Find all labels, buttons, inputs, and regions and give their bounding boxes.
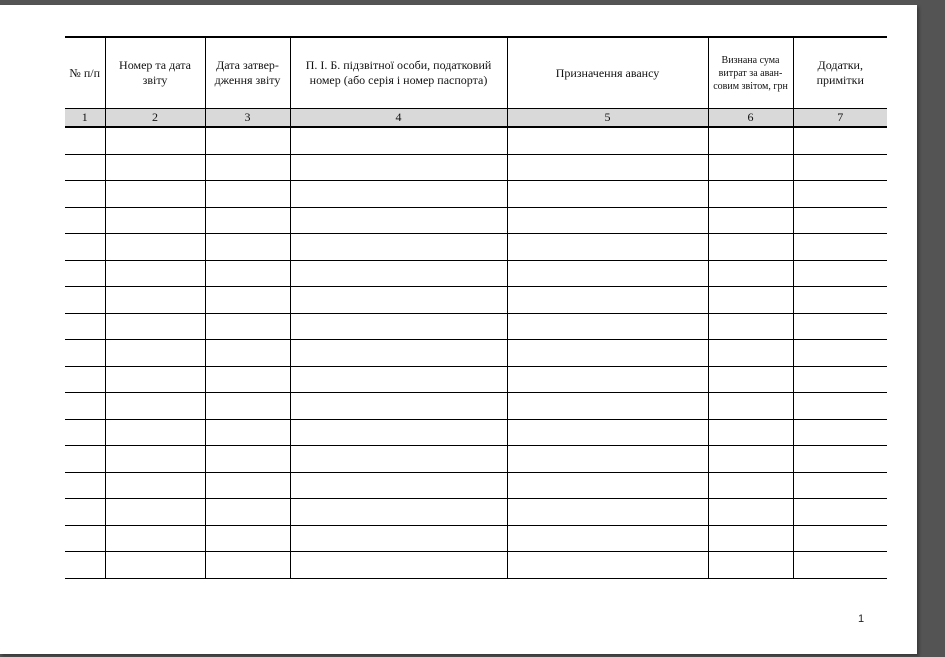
column-number: 2 bbox=[105, 109, 205, 128]
table-cell bbox=[290, 340, 507, 367]
table-cell bbox=[205, 154, 290, 181]
table-cell bbox=[205, 313, 290, 340]
column-number: 1 bbox=[65, 109, 105, 128]
table-cell bbox=[290, 127, 507, 154]
table-cell bbox=[507, 552, 708, 579]
table-cell bbox=[65, 340, 105, 367]
table-cell bbox=[205, 446, 290, 473]
table-cell bbox=[708, 287, 793, 314]
table-cell bbox=[105, 552, 205, 579]
table-cell bbox=[290, 525, 507, 552]
table-cell bbox=[290, 499, 507, 526]
table-cell bbox=[105, 181, 205, 208]
table-cell bbox=[65, 525, 105, 552]
table-cell bbox=[793, 340, 887, 367]
table-cell bbox=[65, 207, 105, 234]
table-row bbox=[65, 260, 887, 287]
table-cell bbox=[105, 234, 205, 261]
table-cell bbox=[793, 419, 887, 446]
table-cell bbox=[105, 313, 205, 340]
table-cell bbox=[290, 472, 507, 499]
table-row bbox=[65, 366, 887, 393]
table-cell bbox=[507, 181, 708, 208]
table-cell bbox=[65, 181, 105, 208]
table-cell bbox=[793, 260, 887, 287]
table-cell bbox=[205, 525, 290, 552]
table-cell bbox=[290, 393, 507, 420]
table-row bbox=[65, 446, 887, 473]
table-cell bbox=[507, 287, 708, 314]
table-body bbox=[65, 127, 887, 578]
table-cell bbox=[708, 127, 793, 154]
table-row bbox=[65, 154, 887, 181]
table-cell bbox=[105, 287, 205, 314]
table-row bbox=[65, 419, 887, 446]
table-cell bbox=[507, 499, 708, 526]
table-cell bbox=[507, 366, 708, 393]
table-cell bbox=[793, 366, 887, 393]
table-cell bbox=[708, 234, 793, 261]
table-cell bbox=[708, 446, 793, 473]
table-cell bbox=[205, 181, 290, 208]
table-row bbox=[65, 499, 887, 526]
table-cell bbox=[105, 419, 205, 446]
header-cell-report-number-date: Номер та дата звіту bbox=[105, 37, 205, 109]
table-cell bbox=[708, 366, 793, 393]
table-cell bbox=[205, 207, 290, 234]
table-cell bbox=[708, 419, 793, 446]
table-row bbox=[65, 472, 887, 499]
table-cell bbox=[105, 366, 205, 393]
table-cell bbox=[793, 154, 887, 181]
table-cell bbox=[290, 181, 507, 208]
header-cell-approval-date: Дата затвер-дження звіту bbox=[205, 37, 290, 109]
table-cell bbox=[205, 419, 290, 446]
column-number: 4 bbox=[290, 109, 507, 128]
table-cell bbox=[793, 499, 887, 526]
table-row bbox=[65, 313, 887, 340]
table-cell bbox=[205, 499, 290, 526]
column-number: 7 bbox=[793, 109, 887, 128]
table-cell bbox=[507, 127, 708, 154]
advance-report-register-table bbox=[65, 36, 887, 579]
table-cell bbox=[65, 260, 105, 287]
table-cell bbox=[105, 472, 205, 499]
table-cell bbox=[793, 181, 887, 208]
table-cell bbox=[205, 234, 290, 261]
table-cell bbox=[290, 207, 507, 234]
table-cell bbox=[507, 340, 708, 367]
table-cell bbox=[793, 313, 887, 340]
table-cell bbox=[65, 234, 105, 261]
table-cell bbox=[290, 260, 507, 287]
header-cell-recognized-amount: Визнана сума витрат за аван-совим звітом, грн bbox=[708, 37, 793, 109]
table-cell bbox=[105, 260, 205, 287]
table-cell bbox=[205, 260, 290, 287]
table-row bbox=[65, 525, 887, 552]
table-cell bbox=[793, 552, 887, 579]
column-number: 5 bbox=[507, 109, 708, 128]
table-cell bbox=[793, 234, 887, 261]
table-cell bbox=[105, 340, 205, 367]
table-cell bbox=[290, 552, 507, 579]
table-cell bbox=[793, 472, 887, 499]
table-row bbox=[65, 393, 887, 420]
table-cell bbox=[205, 393, 290, 420]
table-row bbox=[65, 340, 887, 367]
table-cell bbox=[708, 181, 793, 208]
table-cell bbox=[65, 313, 105, 340]
table-cell bbox=[290, 366, 507, 393]
table-row bbox=[65, 181, 887, 208]
table-cell bbox=[708, 525, 793, 552]
table-row bbox=[65, 552, 887, 579]
column-number: 6 bbox=[708, 109, 793, 128]
table-row bbox=[65, 234, 887, 261]
table-cell bbox=[205, 127, 290, 154]
table-cell bbox=[507, 154, 708, 181]
table-cell bbox=[65, 499, 105, 526]
table-cell bbox=[507, 446, 708, 473]
header-cell-advance-purpose: Призначення авансу bbox=[507, 37, 708, 109]
table-cell bbox=[507, 472, 708, 499]
header-cell-accountable-person: П. І. Б. підзвітної особи, податковий номер (або серія і номер паспорта) bbox=[290, 37, 507, 109]
header-cell-number: № п/п bbox=[65, 37, 105, 109]
table-cell bbox=[708, 340, 793, 367]
table-cell bbox=[105, 393, 205, 420]
table-cell bbox=[65, 472, 105, 499]
table-cell bbox=[105, 446, 205, 473]
table-cell bbox=[708, 552, 793, 579]
table-cell bbox=[205, 287, 290, 314]
table-cell bbox=[708, 260, 793, 287]
table-cell bbox=[65, 366, 105, 393]
table-cell bbox=[708, 393, 793, 420]
table-cell bbox=[290, 154, 507, 181]
table-cell bbox=[708, 207, 793, 234]
page-number: 1 bbox=[858, 613, 865, 625]
table-cell bbox=[65, 446, 105, 473]
table-cell bbox=[105, 127, 205, 154]
table-cell bbox=[65, 287, 105, 314]
table-cell bbox=[65, 154, 105, 181]
table-cell bbox=[708, 499, 793, 526]
table-cell bbox=[507, 207, 708, 234]
table-cell bbox=[507, 260, 708, 287]
table-cell bbox=[793, 207, 887, 234]
table-cell bbox=[205, 340, 290, 367]
table-cell bbox=[507, 525, 708, 552]
table-cell bbox=[290, 446, 507, 473]
table-cell bbox=[105, 499, 205, 526]
table-row bbox=[65, 127, 887, 154]
table-cell bbox=[65, 419, 105, 446]
table-cell bbox=[65, 393, 105, 420]
table-cell bbox=[708, 154, 793, 181]
table-cell bbox=[105, 207, 205, 234]
column-numbers-row bbox=[65, 109, 887, 128]
table-cell bbox=[205, 472, 290, 499]
table-cell bbox=[507, 393, 708, 420]
table-cell bbox=[205, 552, 290, 579]
table-cell bbox=[793, 393, 887, 420]
header-row bbox=[65, 37, 887, 109]
table-row bbox=[65, 287, 887, 314]
table-row bbox=[65, 207, 887, 234]
table-cell bbox=[65, 552, 105, 579]
table-cell bbox=[290, 287, 507, 314]
table-cell bbox=[793, 525, 887, 552]
table-cell bbox=[65, 127, 105, 154]
table-cell bbox=[290, 313, 507, 340]
table-cell bbox=[793, 287, 887, 314]
table-cell bbox=[507, 313, 708, 340]
column-number: 3 bbox=[205, 109, 290, 128]
header-cell-attachments-notes: Додатки, примітки bbox=[793, 37, 887, 109]
table-cell bbox=[290, 234, 507, 261]
document-page bbox=[0, 5, 917, 654]
table-cell bbox=[105, 525, 205, 552]
table-cell bbox=[205, 366, 290, 393]
table-cell bbox=[708, 313, 793, 340]
table-cell bbox=[105, 154, 205, 181]
table-cell bbox=[793, 127, 887, 154]
table-cell bbox=[708, 472, 793, 499]
table-cell bbox=[507, 234, 708, 261]
table-cell bbox=[507, 419, 708, 446]
table-cell bbox=[290, 419, 507, 446]
table-cell bbox=[793, 446, 887, 473]
